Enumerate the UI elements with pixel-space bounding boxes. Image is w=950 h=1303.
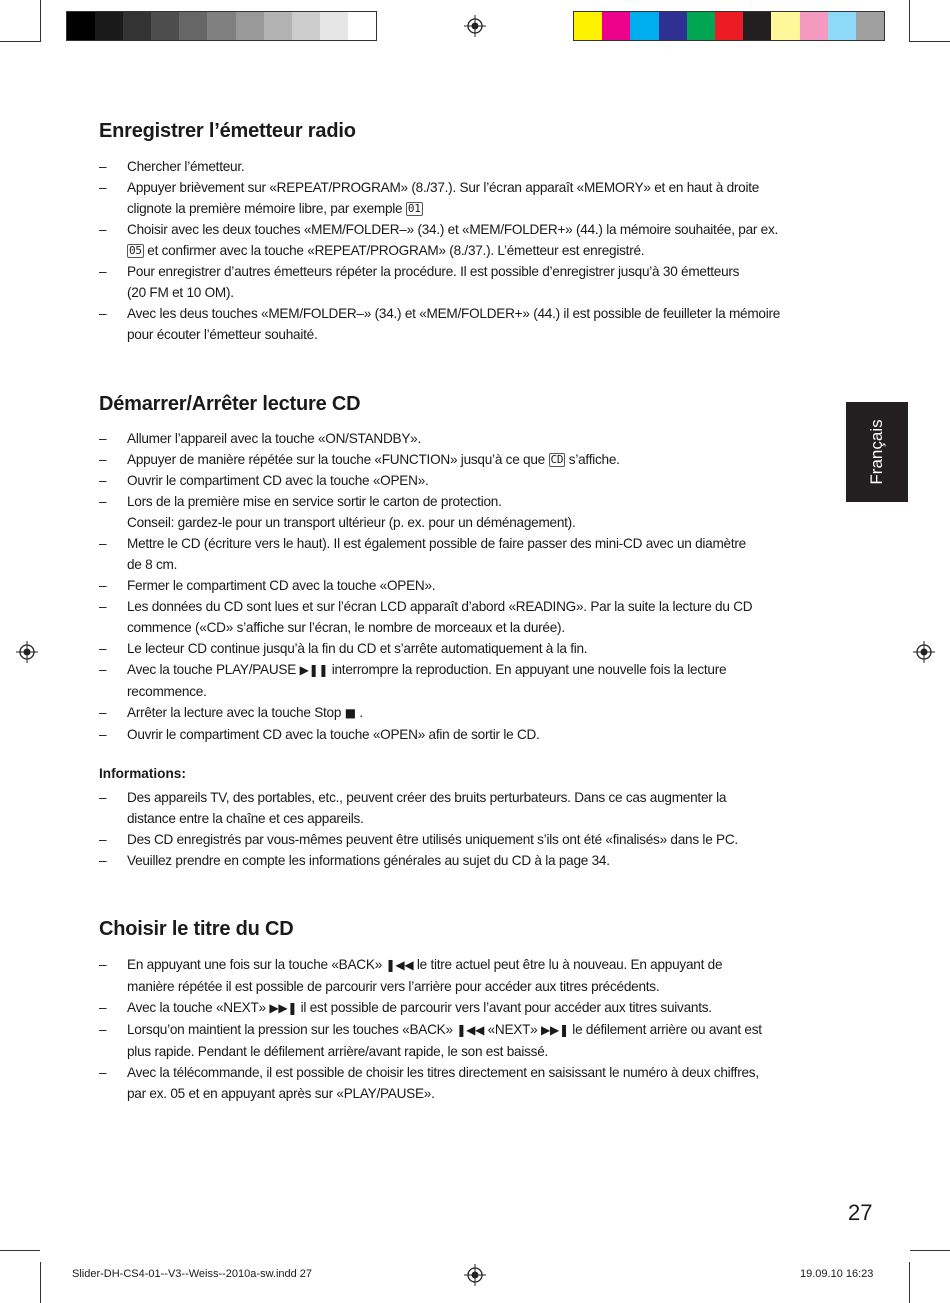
back-icon: ❚◀◀ (456, 1023, 485, 1037)
gray-swatch (292, 12, 320, 40)
next-icon: ▶▶❚ (541, 1023, 569, 1037)
list-item: – Veuillez prendre en compte les informations générales au sujet du CD à la page 34. (99, 853, 610, 868)
gray-swatch (348, 12, 376, 40)
registration-mark-icon (464, 1264, 486, 1286)
list-item: – Des appareils TV, des portables, etc., peuvent créer des bruits perturbateurs. Dans ce cas augmenter la distance entre la chaîne et ces appareils. (99, 790, 727, 826)
section1-list (99, 156, 824, 345)
list-item: – Le lecteur CD continue jusqu’à la fin du CD et s’arrête automatiquement à la fin. (99, 641, 588, 656)
language-tab-label: Français (867, 419, 886, 485)
language-tab (846, 402, 908, 502)
section-title: Démarrer/Arrêter lecture CD (99, 393, 361, 415)
gray-swatch (123, 12, 151, 40)
list-item: – Ouvrir le compartiment CD avec la touche «OPEN». (99, 473, 429, 488)
color-swatch (771, 12, 799, 40)
list-item: – Appuyer de manière répétée sur la touche «FUNCTION» jusqu’à ce que CD s’affiche. (99, 452, 620, 467)
registration-mark-icon (16, 641, 38, 663)
stop-icon: ■ (344, 706, 356, 720)
gray-swatch (67, 12, 95, 40)
gray-swatch (179, 12, 207, 40)
color-swatch (856, 12, 884, 40)
list-item: – Avec la télécommande, il est possible de choisir les titres directement en saisissant le numéro à deux chiffres, par ex. 05 et en appuyant après sur «PLAY/PAUSE». (99, 1065, 759, 1101)
color-swatch (602, 12, 630, 40)
section-title: Choisir le titre du CD (99, 918, 294, 940)
grayscale-bar (66, 11, 377, 41)
color-swatch (659, 12, 687, 40)
slug-filename: Slider-DH-CS4-01--V3--Weiss--2010a-sw.indd 27 (72, 1268, 313, 1280)
gray-swatch (151, 12, 179, 40)
crop-mark (909, 1262, 910, 1303)
list-item: – Des CD enregistrés par vous-mêmes peuvent être utilisés uniquement s’ils ont été «finalisés» dans le PC. (99, 832, 738, 847)
crop-mark (910, 1250, 950, 1251)
crop-mark (909, 0, 910, 42)
slug-date: 19.09.10 16:23 (800, 1268, 874, 1280)
list-item: – En appuyant une fois sur la touche «BACK» ❚◀◀ le titre actuel peut être lu à nouveau. En appuyant de manière répétée il est possible de parcourir vers l’arrière pour accéder aux titres précédents. (99, 957, 723, 994)
list-item: – Ouvrir le compartiment CD avec la touche «OPEN» afin de sortir le CD. (99, 727, 540, 742)
list-item: – Appuyer brièvement sur «REPEAT/PROGRAM» (8./37.). Sur l’écran apparaît «MEMORY» et en haut à droite clignote la première mémoire libre, par exemple 01 (99, 180, 760, 216)
color-bar (573, 11, 885, 41)
informations-list (99, 787, 824, 871)
lcd-display-icon: 05 (129, 244, 142, 257)
gray-swatch (320, 12, 348, 40)
color-swatch (800, 12, 828, 40)
crop-mark (910, 41, 950, 42)
color-swatch (828, 12, 856, 40)
section-title: Enregistrer l’émetteur radio (99, 120, 356, 142)
color-swatch (687, 12, 715, 40)
list-item: – Allumer l’appareil avec la touche «ON/STANDBY». (99, 431, 421, 446)
section3-list (99, 954, 824, 1104)
lcd-display-icon: CD (550, 453, 564, 466)
crop-mark (0, 41, 40, 42)
play-pause-icon: ▶❚❚ (299, 663, 329, 677)
informations-title: Informations: (99, 766, 186, 781)
list-item: – Fermer le compartiment CD avec la touche «OPEN». (99, 578, 436, 593)
list-item: – Lorsqu’on maintient la pression sur les touches «BACK» ❚◀◀ «NEXT» ▶▶❚ le défilement arrière ou avant est plus rapide. Pendant le défilement arrière/avant rapide, le son est baissé. (99, 1022, 762, 1059)
crop-mark (0, 1250, 40, 1251)
back-icon: ❚◀◀ (385, 958, 414, 972)
registration-mark-icon (913, 641, 935, 663)
list-item: – Lors de la première mise en service sortir le carton de protection. Conseil: gardez-le pour un transport ultérieur (p. ex. pour un déménagement). (99, 494, 576, 530)
list-item: – Chercher l’émetteur. (99, 159, 245, 174)
section2-list (99, 428, 824, 745)
crop-mark (40, 0, 41, 42)
list-item: – Choisir avec les deux touches «MEM/FOLDER–» (34.) et «MEM/FOLDER+» (44.) la mémoire souhaitée, par ex. 05 et confirmer avec la touche «REPEAT/PROGRAM» (8./37.). L’émetteur est enregistré. (99, 222, 779, 258)
color-swatch (743, 12, 771, 40)
list-item: – Avec la touche PLAY/PAUSE ▶❚❚ interrompre la reproduction. En appuyant une nouvelle fois la lecture recommence. (99, 662, 727, 699)
page-number: 27 (848, 1200, 873, 1225)
list-item: – Avec les deus touches «MEM/FOLDER–» (34.) et «MEM/FOLDER+» (44.) il est possible de feuilleter la mémoire pour écouter l’émetteur souhaité. (99, 306, 781, 342)
next-icon: ▶▶❚ (269, 1001, 298, 1015)
list-item: – Avec la touche «NEXT» ▶▶❚ il est possible de parcourir vers l’avant pour accéder aux titres suivants. (99, 1000, 712, 1015)
gray-swatch (264, 12, 292, 40)
registration-mark-icon (464, 15, 486, 37)
color-swatch (630, 12, 658, 40)
gray-swatch (95, 12, 123, 40)
crop-mark (40, 1262, 41, 1303)
list-item: – Mettre le CD (écriture vers le haut). Il est également possible de faire passer des mini-CD avec un diamètre de 8 cm. (99, 536, 746, 572)
color-swatch (715, 12, 743, 40)
gray-swatch (207, 12, 235, 40)
list-item: – Les données du CD sont lues et sur l’écran LCD apparaît d’abord «READING». Par la suite la lecture du CD commence («CD» s’affiche sur l’écran, le nombre de morceaux et la durée). (99, 599, 753, 635)
gray-swatch (236, 12, 264, 40)
lcd-display-icon: 01 (407, 202, 421, 215)
color-swatch (574, 12, 602, 40)
list-item: – Arrêter la lecture avec la touche Stop ■ . (99, 705, 363, 720)
list-item: – Pour enregistrer d’autres émetteurs répéter la procédure. Il est possible d’enregistrer jusqu’à 30 émetteurs (20 FM et 10 OM). (99, 264, 740, 300)
